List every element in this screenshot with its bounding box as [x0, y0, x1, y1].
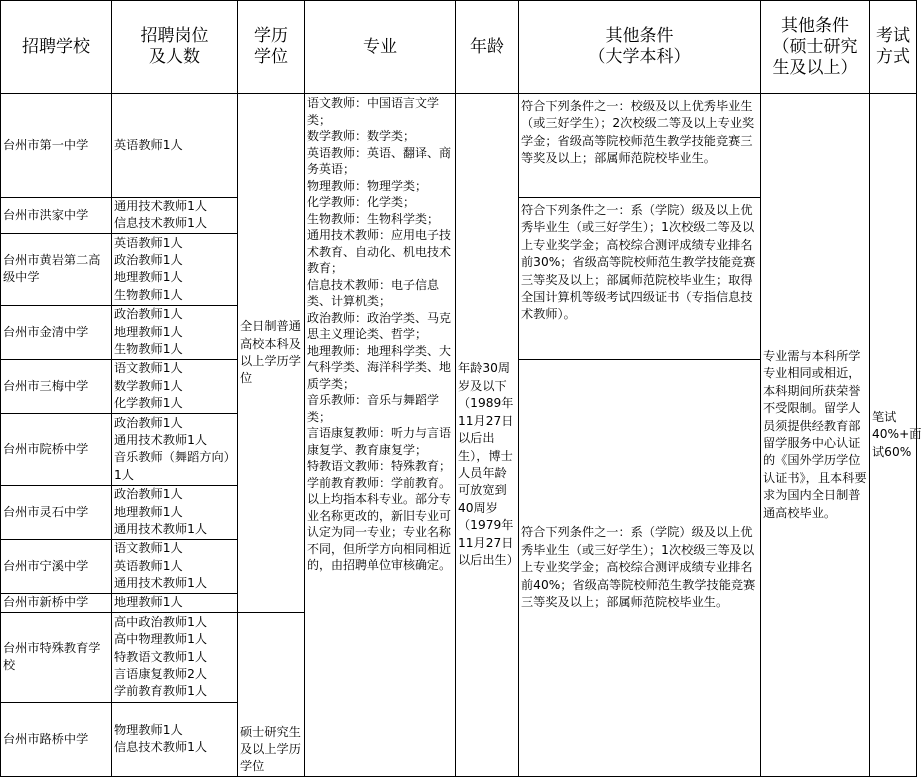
- school-name: 台州市洪家中学: [1, 198, 112, 234]
- position-list: 语文教师1人 数学教师1人 化学教师1人: [112, 359, 238, 413]
- degree-bachelor: 全日制普通高校本科及以上学历学位: [238, 94, 305, 613]
- degree-master: 硕士研究生及以上学历学位: [238, 612, 305, 776]
- header-other-master: 其他条件 （硕士研究 生及以上）: [761, 1, 870, 94]
- school-name: 台州市三梅中学: [1, 359, 112, 413]
- position-list: 政治教师1人 地理教师1人 生物教师1人: [112, 305, 238, 359]
- school-name: 台州市新桥中学: [1, 593, 112, 612]
- position-list: 语文教师1人 英语教师1人 通用技术教师1人: [112, 539, 238, 593]
- header-major: 专业: [305, 1, 456, 94]
- header-degree: 学历 学位: [238, 1, 305, 94]
- school-name: 台州市宁溪中学: [1, 539, 112, 593]
- position-list: 政治教师1人 地理教师1人 通用技术教师1人: [112, 485, 238, 539]
- position-list: 通用技术教师1人 信息技术教师1人: [112, 198, 238, 234]
- other-conditions-bachelor-2: 符合下列条件之一：系（学院）级及以上优秀毕业生（或三好学生）；1次校级二等及以上专业奖学金；高校综合测评成绩专业排名前30%；省级高等院校师范生教学技能竞赛三等奖及以上；部属师范院校毕业生；取得全国计算机等级考试四级证书（专指信息技术教师）。: [519, 198, 761, 360]
- school-name: 台州市第一中学: [1, 94, 112, 198]
- school-name: 台州市灵石中学: [1, 485, 112, 539]
- other-conditions-bachelor-1: 符合下列条件之一：校级及以上优秀毕业生（或三好学生）；2次校级二等及以上专业奖学金；省级高等院校师范生教学技能竞赛三等奖及以上；部属师范院校毕业生。: [519, 94, 761, 198]
- other-conditions-master: 专业需与本科所学专业相同或相近，本科期间所获荣誉不受限制。留学人员须提供经教育部留学服务中心认证的《国外学历学位认证书》，且本科要求为国内全日制普通高校毕业。: [761, 94, 870, 777]
- school-name: 台州市金清中学: [1, 305, 112, 359]
- school-name: 台州市特殊教育学校: [1, 612, 112, 702]
- other-conditions-bachelor-3: 符合下列条件之一：系（学院）级及以上优秀毕业生（或三好学生）；1次校级三等及以上专业奖学金；高校综合测评成绩专业排名前40%；省级高等院校师范生教学技能竞赛三等奖及以上；部属师范院校毕业生。: [519, 359, 761, 776]
- major-requirements: 语文教师：中国语言文学类； 数学教师：数学类； 英语教师：英语、翻译、商务英语； 物理教师：物理学类； 化学教师：化学类； 生物教师：生物科学类； 通用技术教师：应用电子技术教育、自动化、机电技术教育； 信息技术教师：电子信息类、计算机类； 政治教师：政治学类、马克思主义理论类、哲学； 地理教师：地理科学类、大气科学类、海洋科学类、地质学类； 音乐教师：音乐与舞蹈学类； 言语康复教师：听力与言语康复学、教育康复学； 特教语文教师：特殊教育； 学前教育教师：学前教育。 以上均指本科专业。部分专业名称更改的，新旧专业可认定为同一专业；专业名称不同，但所学方向相同相近的，由招聘单位审核确定。: [305, 94, 456, 777]
- header-position: 招聘岗位 及人数: [112, 1, 238, 94]
- position-list: 地理教师1人: [112, 593, 238, 612]
- position-list: 政治教师1人 通用技术教师1人 音乐教师（舞蹈方向）1人: [112, 413, 238, 485]
- header-row: [1, 1, 917, 94]
- header-other-bachelor: 其他条件 （大学本科）: [519, 1, 761, 94]
- exam-method: 笔试40%+面试60%: [870, 94, 917, 777]
- school-name: 台州市院桥中学: [1, 413, 112, 485]
- position-list: 英语教师1人 政治教师1人 地理教师1人 生物教师1人: [112, 233, 238, 305]
- table-row: [1, 94, 917, 198]
- header-age: 年龄: [456, 1, 519, 94]
- header-exam: 考试 方式: [870, 1, 917, 94]
- school-name: 台州市黄岩第二高级中学: [1, 233, 112, 305]
- header-school: 招聘学校: [1, 1, 112, 94]
- position-list: 物理教师1人 信息技术教师1人: [112, 702, 238, 776]
- position-list: 英语教师1人: [112, 94, 238, 198]
- age-requirement: 年龄30周岁及以下（1989年11月27日以后出生），博士人员年龄可放宽到40周岁（1979年11月27日以后出生）: [456, 94, 519, 777]
- school-name: 台州市路桥中学: [1, 702, 112, 776]
- position-list: 高中政治教师1人 高中物理教师1人 特教语文教师1人 言语康复教师2人 学前教育教师1人: [112, 612, 238, 702]
